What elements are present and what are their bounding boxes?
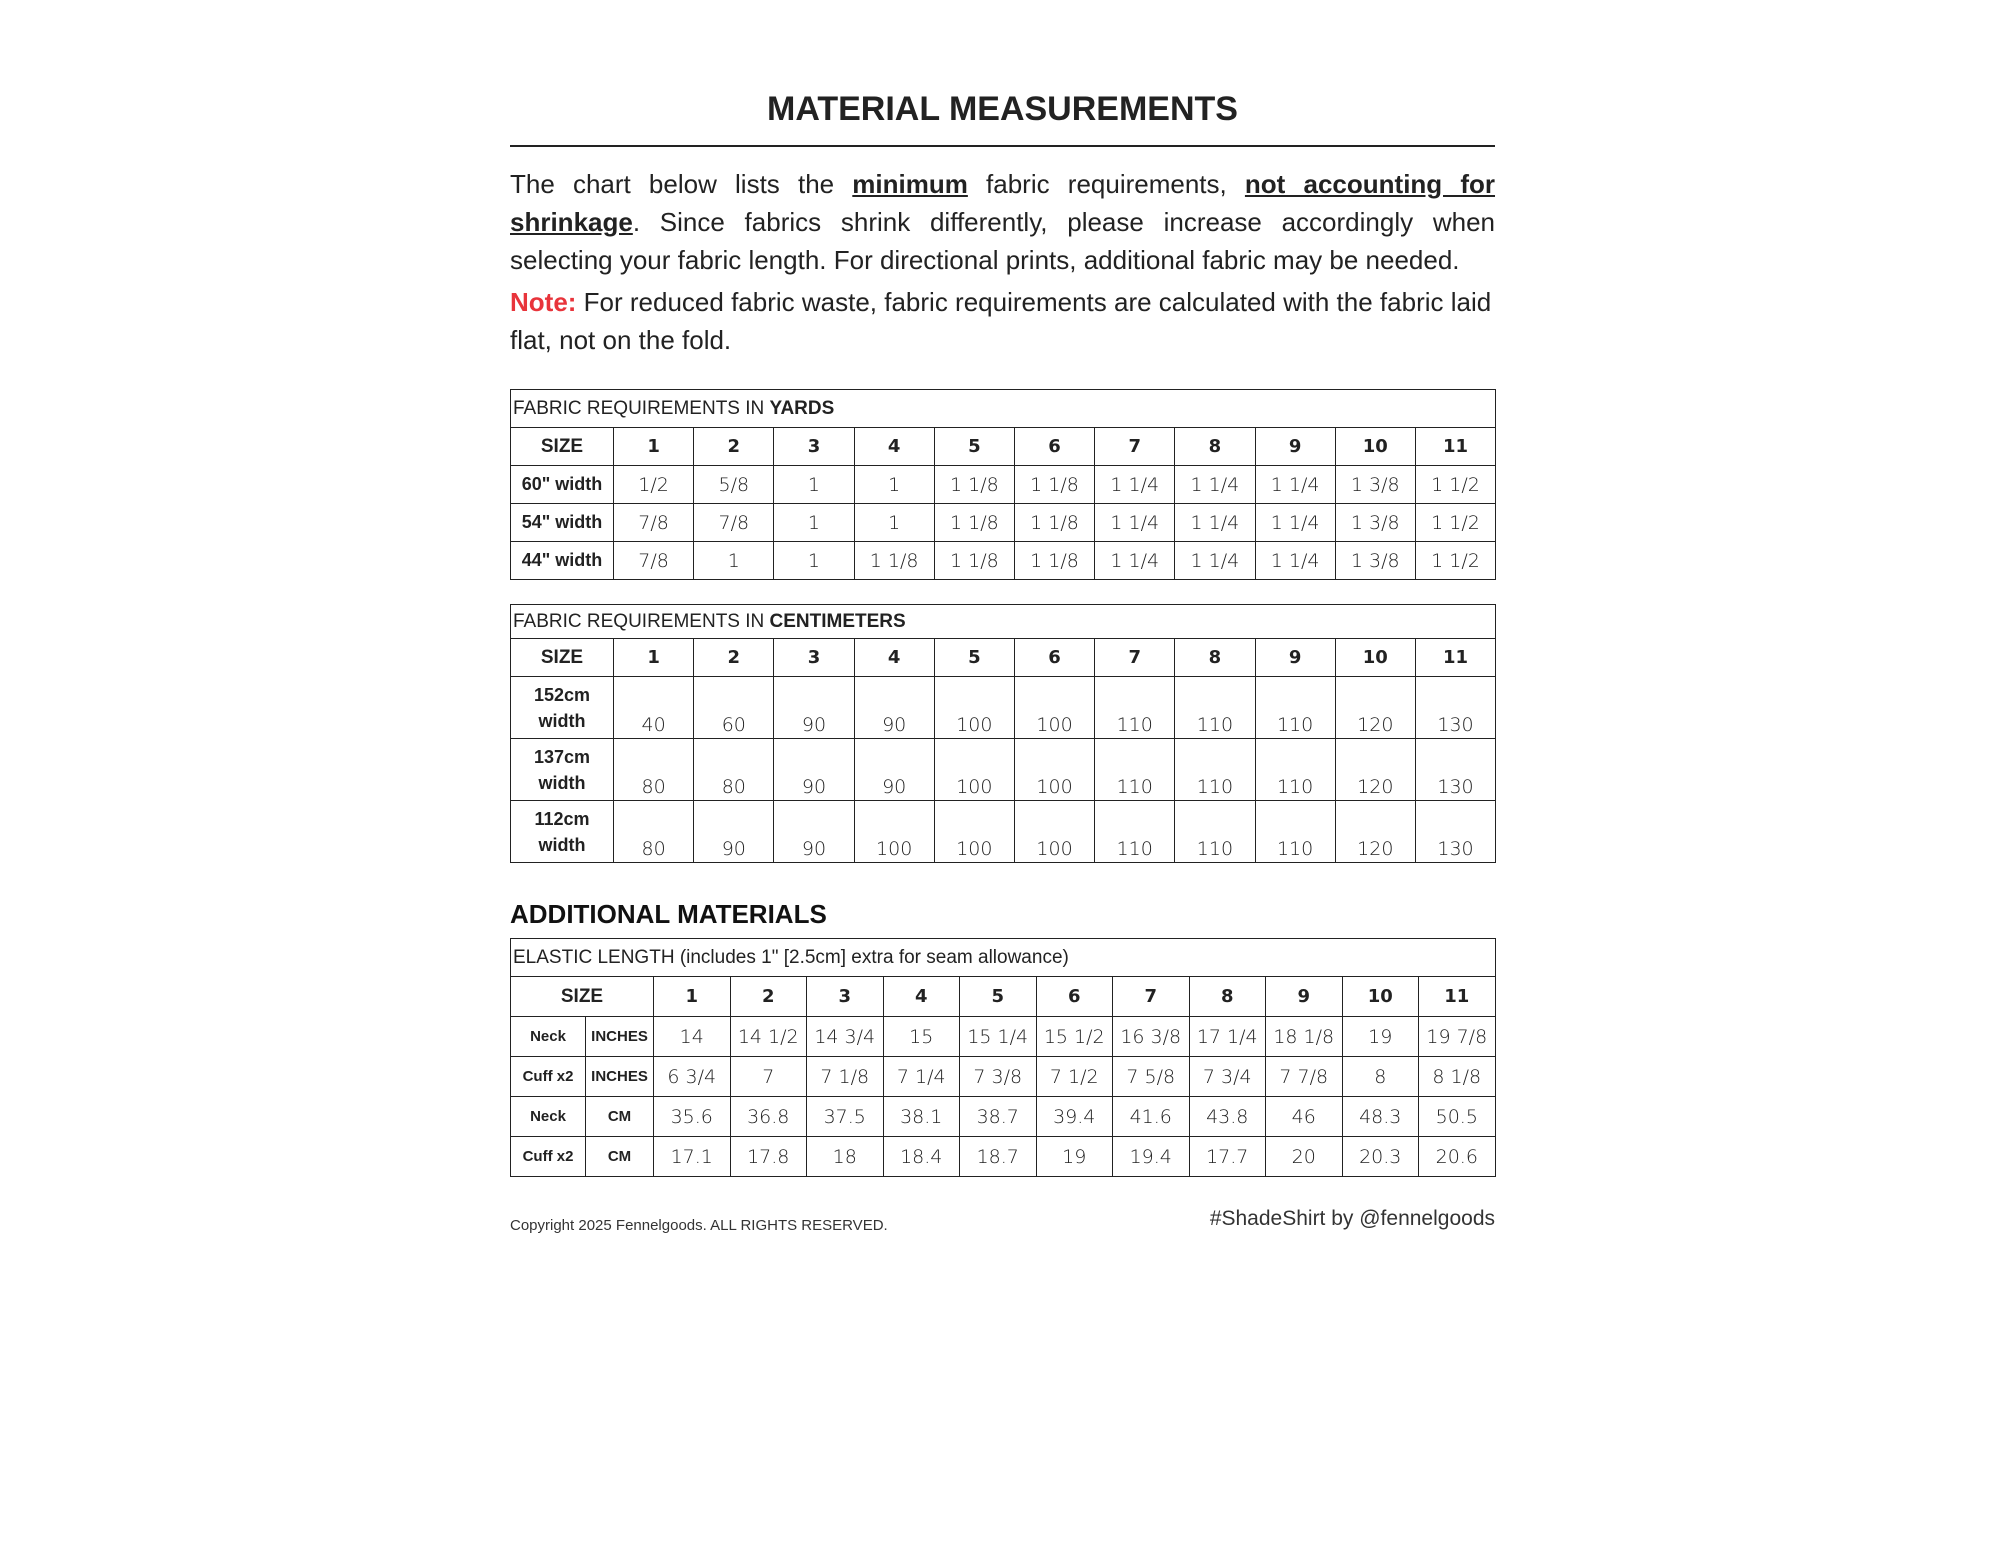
table-cell: 130 <box>1415 739 1495 801</box>
table-row <box>511 739 1496 801</box>
row-label-top: 137cm <box>533 746 591 767</box>
table-cell: 20 <box>1266 1137 1343 1177</box>
row-label <box>511 801 614 863</box>
table-cell: 7 3/4 <box>1189 1057 1266 1097</box>
elastic-size-9: 9 <box>1266 977 1343 1017</box>
table-cell: 39.4 <box>1036 1097 1113 1137</box>
table-cell: 1 1/2 <box>1415 542 1495 580</box>
cm-size-10: 10 <box>1335 639 1415 677</box>
table-cell: 110 <box>1255 801 1335 863</box>
table-cell: 19 <box>1036 1137 1113 1177</box>
table-cell: 110 <box>1175 739 1255 801</box>
table-cell: 41.6 <box>1113 1097 1190 1137</box>
part-label: Cuff x2 <box>511 1137 586 1177</box>
table-cell: 110 <box>1175 677 1255 739</box>
table-cell: 1 1/4 <box>1095 542 1175 580</box>
intro-text-2: fabric requirements, <box>967 169 1245 199</box>
table-cell: 110 <box>1255 739 1335 801</box>
additional-materials-title: ADDITIONAL MATERIALS <box>510 899 827 929</box>
cm-size-header: SIZE <box>511 639 614 677</box>
table-cell: 1 <box>854 466 934 504</box>
table-cell: 17.7 <box>1189 1137 1266 1177</box>
cm-header-row <box>511 639 1496 677</box>
table-cell: 1 1/4 <box>1175 542 1255 580</box>
table-cell: 1 <box>774 466 854 504</box>
table-cell: 100 <box>934 739 1014 801</box>
elastic-table <box>510 938 1496 1177</box>
table-cell: 60 <box>694 677 774 739</box>
table-cell: 1 1/8 <box>934 542 1014 580</box>
table-row <box>511 1097 1496 1137</box>
table-cell: 100 <box>934 677 1014 739</box>
elastic-size-3: 3 <box>807 977 884 1017</box>
table-cell: 36.8 <box>730 1097 807 1137</box>
credit: #ShadeShirt by @fennelgoods <box>1209 1207 1495 1230</box>
table-cell: 17 1/4 <box>1189 1017 1266 1057</box>
intro-text-3: . Since fabrics shrink differently, please increase accordingly when selecting your fabric length. For directional prints, additional fabric may be needed. <box>510 207 1495 275</box>
table-cell: 1 1/4 <box>1255 504 1335 542</box>
yards-caption <box>511 390 1496 428</box>
table-cell: 20.3 <box>1342 1137 1419 1177</box>
elastic-size-4: 4 <box>883 977 960 1017</box>
table-cell: 120 <box>1335 677 1415 739</box>
table-cell: 120 <box>1335 739 1415 801</box>
elastic-caption: ELASTIC LENGTH (includes 1" [2.5cm] extra for seam allowance) <box>511 939 1496 977</box>
table-cell: 130 <box>1415 801 1495 863</box>
note-label: Note: <box>510 287 577 317</box>
cm-caption <box>511 605 1496 639</box>
table-cell: 7 1/2 <box>1036 1057 1113 1097</box>
table-cell: 1 1/8 <box>854 542 934 580</box>
intro-minimum: minimum <box>852 169 968 199</box>
table-cell: 130 <box>1415 677 1495 739</box>
table-cell: 110 <box>1095 801 1175 863</box>
page <box>510 90 1495 1237</box>
yards-size-8: 8 <box>1175 428 1255 466</box>
table-row <box>511 542 1496 580</box>
elastic-size-11: 11 <box>1419 977 1496 1017</box>
cm-size-3: 3 <box>774 639 854 677</box>
part-label: Cuff x2 <box>511 1057 586 1097</box>
table-cell: 15 1/4 <box>960 1017 1037 1057</box>
table-cell: 110 <box>1255 677 1335 739</box>
cm-size-6: 6 <box>1014 639 1094 677</box>
table-cell: 110 <box>1095 739 1175 801</box>
table-cell: 80 <box>614 739 694 801</box>
table-cell: 15 1/2 <box>1036 1017 1113 1057</box>
cm-size-9: 9 <box>1255 639 1335 677</box>
table-cell: 80 <box>614 801 694 863</box>
yards-size-4: 4 <box>854 428 934 466</box>
table-cell: 100 <box>1014 677 1094 739</box>
table-cell: 1 3/8 <box>1335 542 1415 580</box>
table-cell: 100 <box>854 801 934 863</box>
table-cell: 5/8 <box>694 466 774 504</box>
cm-caption-unit: CENTIMETERS <box>769 610 906 632</box>
note-text: For reduced fabric waste, fabric requirements are calculated with the fabric laid flat, not on the fold. <box>510 287 1492 355</box>
yards-size-9: 9 <box>1255 428 1335 466</box>
yards-size-2: 2 <box>694 428 774 466</box>
table-cell: 1 <box>774 504 854 542</box>
table-cell: 1 1/8 <box>1014 504 1094 542</box>
table-cell: 7/8 <box>614 542 694 580</box>
yards-caption-prefix: FABRIC REQUIREMENTS IN <box>513 397 770 419</box>
yards-header-row <box>511 428 1496 466</box>
table-cell: 1 1/2 <box>1415 504 1495 542</box>
copyright: Copyright 2025 Fennelgoods. ALL RIGHTS RESERVED. <box>510 1217 888 1234</box>
table-cell: 19 7/8 <box>1419 1017 1496 1057</box>
intro-paragraph <box>510 165 1495 279</box>
table-row <box>511 1057 1496 1097</box>
table-cell: 1 1/4 <box>1095 504 1175 542</box>
table-cell: 38.1 <box>883 1097 960 1137</box>
table-cell: 40 <box>614 677 694 739</box>
yards-size-6: 6 <box>1014 428 1094 466</box>
table-cell: 1 <box>854 504 934 542</box>
row-label-top: 112cm <box>534 808 590 829</box>
table-cell: 19 <box>1342 1017 1419 1057</box>
table-cell: 1 1/8 <box>1014 542 1094 580</box>
yards-caption-unit: YARDS <box>769 397 835 419</box>
yards-size-7: 7 <box>1095 428 1175 466</box>
table-row <box>511 1017 1496 1057</box>
row-label: 60" width <box>511 466 614 504</box>
yards-size-1: 1 <box>614 428 694 466</box>
table-cell: 7/8 <box>614 504 694 542</box>
table-cell: 1 1/8 <box>1014 466 1094 504</box>
elastic-size-1: 1 <box>654 977 731 1017</box>
table-cell: 18 1/8 <box>1266 1017 1343 1057</box>
table-cell: 90 <box>774 677 854 739</box>
table-cell: 1/2 <box>614 466 694 504</box>
elastic-size-5: 5 <box>960 977 1037 1017</box>
table-cell: 90 <box>854 739 934 801</box>
elastic-header-row <box>511 977 1496 1017</box>
row-label: 54" width <box>511 504 614 542</box>
table-cell: 18.7 <box>960 1137 1037 1177</box>
row-label <box>511 677 614 739</box>
table-cell: 110 <box>1175 801 1255 863</box>
unit-label: CM <box>586 1137 654 1177</box>
part-label: Neck <box>511 1097 586 1137</box>
note-paragraph <box>510 283 1495 359</box>
page-title: MATERIAL MEASUREMENTS <box>510 90 1495 147</box>
part-label: Neck <box>511 1017 586 1057</box>
cm-table <box>510 604 1496 863</box>
table-cell: 7 1/8 <box>807 1057 884 1097</box>
table-cell: 90 <box>774 739 854 801</box>
table-row <box>511 801 1496 863</box>
table-cell: 1 1/4 <box>1255 542 1335 580</box>
cm-size-8: 8 <box>1175 639 1255 677</box>
cm-size-5: 5 <box>934 639 1014 677</box>
table-cell: 6 3/4 <box>654 1057 731 1097</box>
yards-size-10: 10 <box>1335 428 1415 466</box>
table-cell: 120 <box>1335 801 1415 863</box>
unit-label: INCHES <box>586 1017 654 1057</box>
table-cell: 14 3/4 <box>807 1017 884 1057</box>
table-cell: 1 <box>774 542 854 580</box>
table-cell: 15 <box>883 1017 960 1057</box>
cm-size-2: 2 <box>694 639 774 677</box>
table-cell: 8 1/8 <box>1419 1057 1496 1097</box>
table-cell: 14 <box>654 1017 731 1057</box>
elastic-size-2: 2 <box>730 977 807 1017</box>
table-cell: 1 <box>694 542 774 580</box>
table-cell: 8 <box>1342 1057 1419 1097</box>
unit-label: INCHES <box>586 1057 654 1097</box>
footer <box>510 1207 1495 1237</box>
cm-size-7: 7 <box>1095 639 1175 677</box>
table-cell: 1 1/4 <box>1095 466 1175 504</box>
table-cell: 14 1/2 <box>730 1017 807 1057</box>
table-cell: 100 <box>934 801 1014 863</box>
yards-table <box>510 389 1496 580</box>
table-cell: 37.5 <box>807 1097 884 1137</box>
table-cell: 7 3/8 <box>960 1057 1037 1097</box>
table-row <box>511 466 1496 504</box>
elastic-size-8: 8 <box>1189 977 1266 1017</box>
row-label-top: 152cm <box>533 684 591 705</box>
table-cell: 90 <box>774 801 854 863</box>
yards-caption-row <box>511 390 1496 428</box>
yards-size-header: SIZE <box>511 428 614 466</box>
table-cell: 17.1 <box>654 1137 731 1177</box>
cm-caption-prefix: FABRIC REQUIREMENTS IN <box>513 610 770 632</box>
table-cell: 110 <box>1095 677 1175 739</box>
row-label <box>511 739 614 801</box>
table-cell: 17.8 <box>730 1137 807 1177</box>
table-cell: 100 <box>1014 739 1094 801</box>
table-cell: 7 <box>730 1057 807 1097</box>
yards-size-3: 3 <box>774 428 854 466</box>
elastic-caption-row <box>511 939 1496 977</box>
table-cell: 19.4 <box>1113 1137 1190 1177</box>
elastic-size-7: 7 <box>1113 977 1190 1017</box>
table-cell: 90 <box>694 801 774 863</box>
table-cell: 50.5 <box>1419 1097 1496 1137</box>
table-cell: 7 7/8 <box>1266 1057 1343 1097</box>
row-label: 44" width <box>511 542 614 580</box>
table-cell: 1 3/8 <box>1335 466 1415 504</box>
table-row <box>511 1137 1496 1177</box>
elastic-size-10: 10 <box>1342 977 1419 1017</box>
table-cell: 1 1/4 <box>1175 504 1255 542</box>
elastic-size-6: 6 <box>1036 977 1113 1017</box>
table-row <box>511 504 1496 542</box>
yards-size-11: 11 <box>1415 428 1495 466</box>
table-cell: 1 1/8 <box>934 504 1014 542</box>
table-cell: 16 3/8 <box>1113 1017 1190 1057</box>
elastic-size-header: SIZE <box>511 977 654 1017</box>
cm-size-4: 4 <box>854 639 934 677</box>
intro-not-accounting: not accounting for shrinkage <box>510 169 1496 237</box>
table-cell: 20.6 <box>1419 1137 1496 1177</box>
table-cell: 1 1/4 <box>1175 466 1255 504</box>
table-cell: 1 3/8 <box>1335 504 1415 542</box>
table-cell: 100 <box>1014 801 1094 863</box>
row-label-bottom: width <box>538 834 586 855</box>
table-cell: 38.7 <box>960 1097 1037 1137</box>
cm-size-1: 1 <box>614 639 694 677</box>
table-cell: 1 1/2 <box>1415 466 1495 504</box>
table-cell: 1 1/4 <box>1255 466 1335 504</box>
unit-label: CM <box>586 1097 654 1137</box>
yards-size-5: 5 <box>934 428 1014 466</box>
table-row <box>511 677 1496 739</box>
table-cell: 7/8 <box>694 504 774 542</box>
table-cell: 18.4 <box>883 1137 960 1177</box>
row-label-bottom: width <box>538 710 586 731</box>
intro-text-1: The chart below lists the <box>510 169 853 199</box>
table-cell: 43.8 <box>1189 1097 1266 1137</box>
cm-size-11: 11 <box>1415 639 1495 677</box>
table-cell: 46 <box>1266 1097 1343 1137</box>
table-cell: 7 5/8 <box>1113 1057 1190 1097</box>
table-cell: 80 <box>694 739 774 801</box>
table-cell: 35.6 <box>654 1097 731 1137</box>
table-cell: 7 1/4 <box>883 1057 960 1097</box>
table-cell: 90 <box>854 677 934 739</box>
table-cell: 48.3 <box>1342 1097 1419 1137</box>
table-cell: 1 1/8 <box>934 466 1014 504</box>
table-cell: 18 <box>807 1137 884 1177</box>
row-label-bottom: width <box>538 772 586 793</box>
cm-caption-row <box>511 605 1496 639</box>
